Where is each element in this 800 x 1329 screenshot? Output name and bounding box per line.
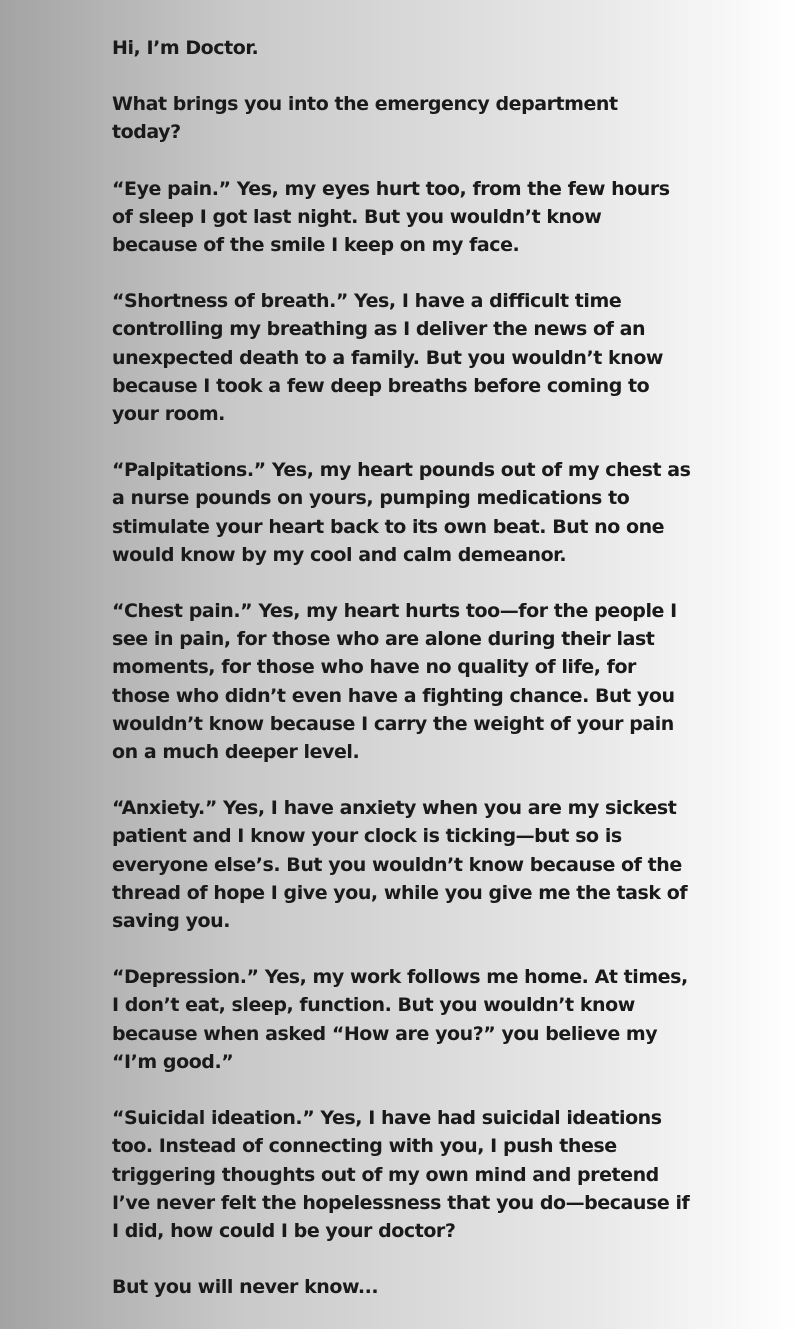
greeting-paragraph: Hi, I’m Doctor.	[112, 37, 259, 59]
question-paragraph: What brings you into the emergency department today?	[112, 93, 618, 144]
depression-paragraph: “Depression.” Yes, my work follows me home. At times, I don’t eat, sleep, function. But you wouldn’t know because when asked “How are you?” you believe my “I’m good.”	[112, 966, 688, 1073]
shortness-of-breath-paragraph: “Shortness of breath.” Yes, I have a difficult time controlling my breathing as I deliver the news of an unexpected death to a family. But you wouldn’t know because I took a few deep breaths before coming to your room.	[112, 290, 664, 426]
chest-pain-paragraph: “Chest pain.” Yes, my heart hurts too—for the people I see in pain, for those who are alone during their last moments, for those who have no quality of life, for those who didn’t even have a fighting chance. But you wouldn’t know because I carry the weight of your pain on a much deeper level.	[112, 600, 677, 764]
eye-pain-paragraph: “Eye pain.” Yes, my eyes hurt too, from the few hours of sleep I got last night. But you wouldn’t know because of the smile I keep on my face.	[112, 177, 670, 257]
closing-paragraph: But you will never know...	[112, 1276, 379, 1299]
anxiety-paragraph: “Anxiety.” Yes, I have anxiety when you are my sickest patient and I know your clock is ticking—but so is everyone else’s. But you wouldn’t know because of the thread of hope I give you, while you give me the task of saving you.	[112, 797, 688, 933]
suicidal-ideation-paragraph: “Suicidal ideation.” Yes, I have had suicidal ideations too. Instead of connecting with you, I push these triggering thoughts out of my own mind and pretend I’ve never felt the hopelessness that you do—because if I did, how could I be your doctor?	[112, 1107, 690, 1242]
palpitations-paragraph: “Palpitations.” Yes, my heart pounds out of my chest as a nurse pounds on yours, pumping medications to stimulate your heart back to its own beat. But no one would know by my cool and calm demeanor.	[112, 459, 691, 566]
document-body	[112, 34, 692, 1329]
